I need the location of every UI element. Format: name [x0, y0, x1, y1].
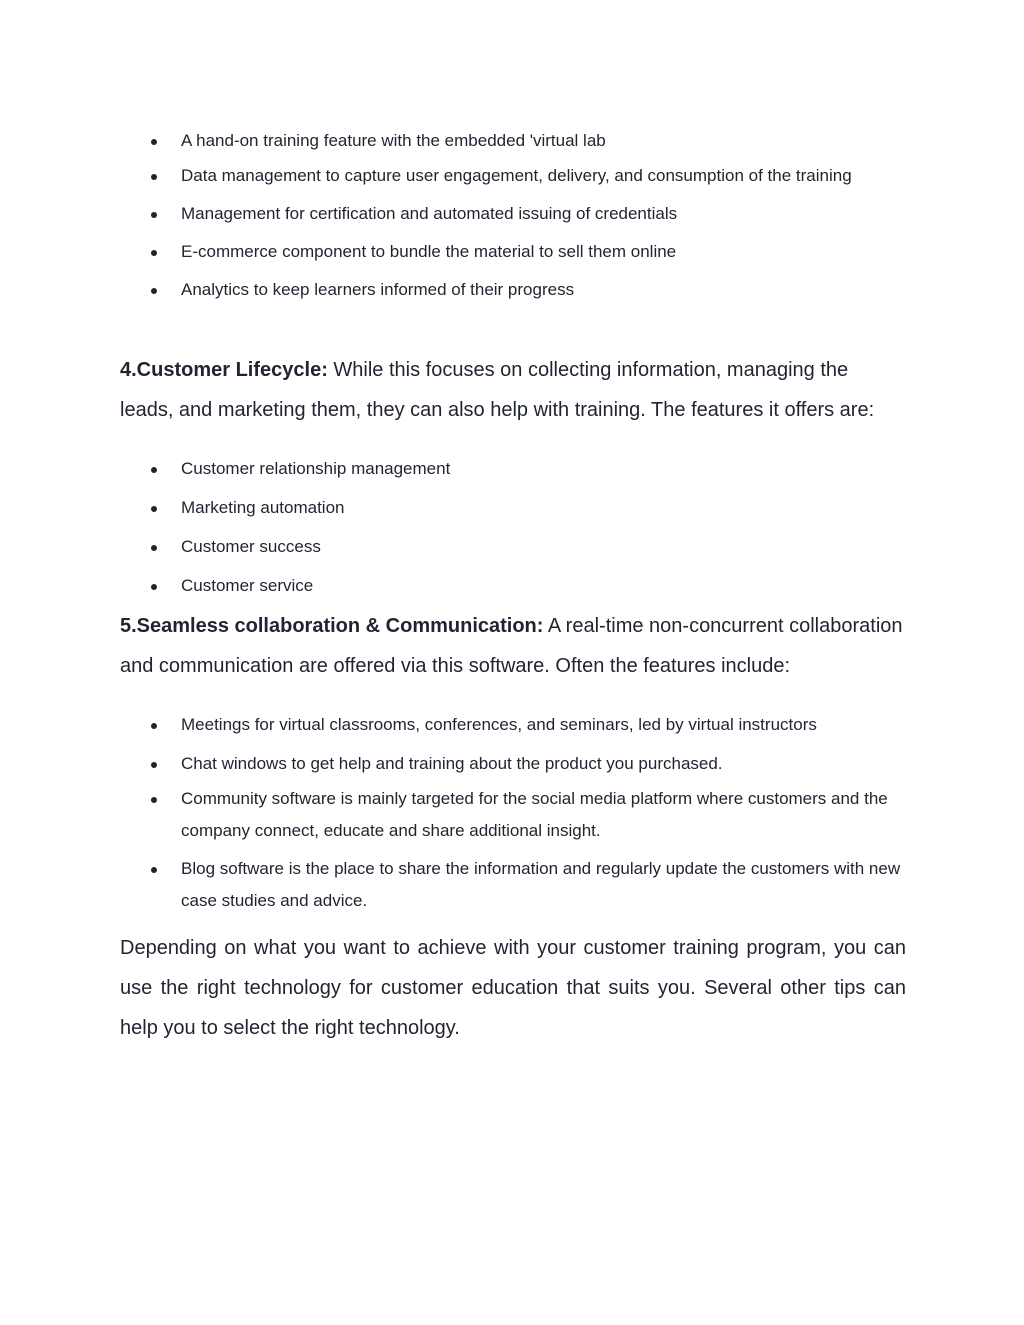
list-item: [120, 853, 910, 917]
bullet-icon: [151, 723, 157, 729]
bullet-icon: [151, 797, 157, 803]
list-item-text: E-commerce component to bundle the material to sell them online: [181, 242, 677, 261]
list-item-text: Community software is mainly targeted for the social media platform where customers and the company connect, educate and share additional insight.: [181, 789, 888, 840]
section-heading: 5.Seamless collaboration & Communication:: [120, 615, 544, 637]
list-item-text: Data management to capture user engagement, delivery, and consumption of the training: [181, 166, 852, 185]
list-item-text: Analytics to keep learners informed of their progress: [181, 280, 575, 299]
list-item: [120, 160, 910, 192]
bullet-icon: [151, 867, 157, 873]
list-item: [120, 748, 910, 780]
bullet-icon: [151, 467, 157, 473]
list-item-text: Customer service: [181, 576, 314, 595]
bullet-icon: [151, 762, 157, 768]
list-item-text: Marketing automation: [181, 498, 345, 517]
section-body: A real-time non-concurrent collaboration and communication are offered via this software. Often the features include:: [120, 615, 903, 677]
list-item-text: Management for certification and automated issuing of credentials: [181, 204, 678, 223]
list-item: [120, 236, 910, 268]
list-item: [120, 531, 910, 563]
feature-list-customer-lifecycle: [120, 453, 910, 609]
list-item-text: Customer success: [181, 537, 321, 556]
bullet-icon: [151, 250, 157, 256]
list-item: [120, 125, 910, 157]
bullet-icon: [151, 545, 157, 551]
bullet-icon: [151, 584, 157, 590]
list-item: [120, 453, 910, 485]
list-item-text: Blog software is the place to share the information and regularly update the customers with new case studies and advice.: [181, 859, 901, 910]
bullet-icon: [151, 288, 157, 294]
list-item-text: Customer relationship management: [181, 459, 451, 478]
list-item-text: A hand-on training feature with the embedded 'virtual lab: [181, 131, 606, 150]
section-customer-lifecycle: [120, 350, 906, 430]
list-item: [120, 709, 910, 741]
list-item: [120, 198, 910, 230]
bullet-icon: [151, 506, 157, 512]
section-body: While this focuses on collecting information, managing the leads, and marketing them, they can also help with training. The features it offers are:: [120, 359, 875, 421]
bullet-icon: [151, 174, 157, 180]
bullet-icon: [151, 212, 157, 218]
list-item-text: Chat windows to get help and training about the product you purchased.: [181, 754, 723, 773]
closing-paragraph: Depending on what you want to achieve with your customer training program, you can use the right technology for customer education that suits you. Several other tips can help you to select the right technology.: [120, 937, 906, 1039]
section-collaboration-communication: [120, 606, 906, 686]
list-item: [120, 783, 910, 847]
list-item: [120, 274, 910, 306]
list-item: [120, 570, 910, 602]
feature-list-training: [120, 125, 910, 312]
feature-list-collaboration: [120, 709, 910, 923]
bullet-icon: [151, 139, 157, 145]
list-item-text: Meetings for virtual classrooms, conferences, and seminars, led by virtual instructors: [181, 715, 817, 734]
list-item: [120, 492, 910, 524]
section-heading: 4.Customer Lifecycle:: [120, 359, 328, 381]
